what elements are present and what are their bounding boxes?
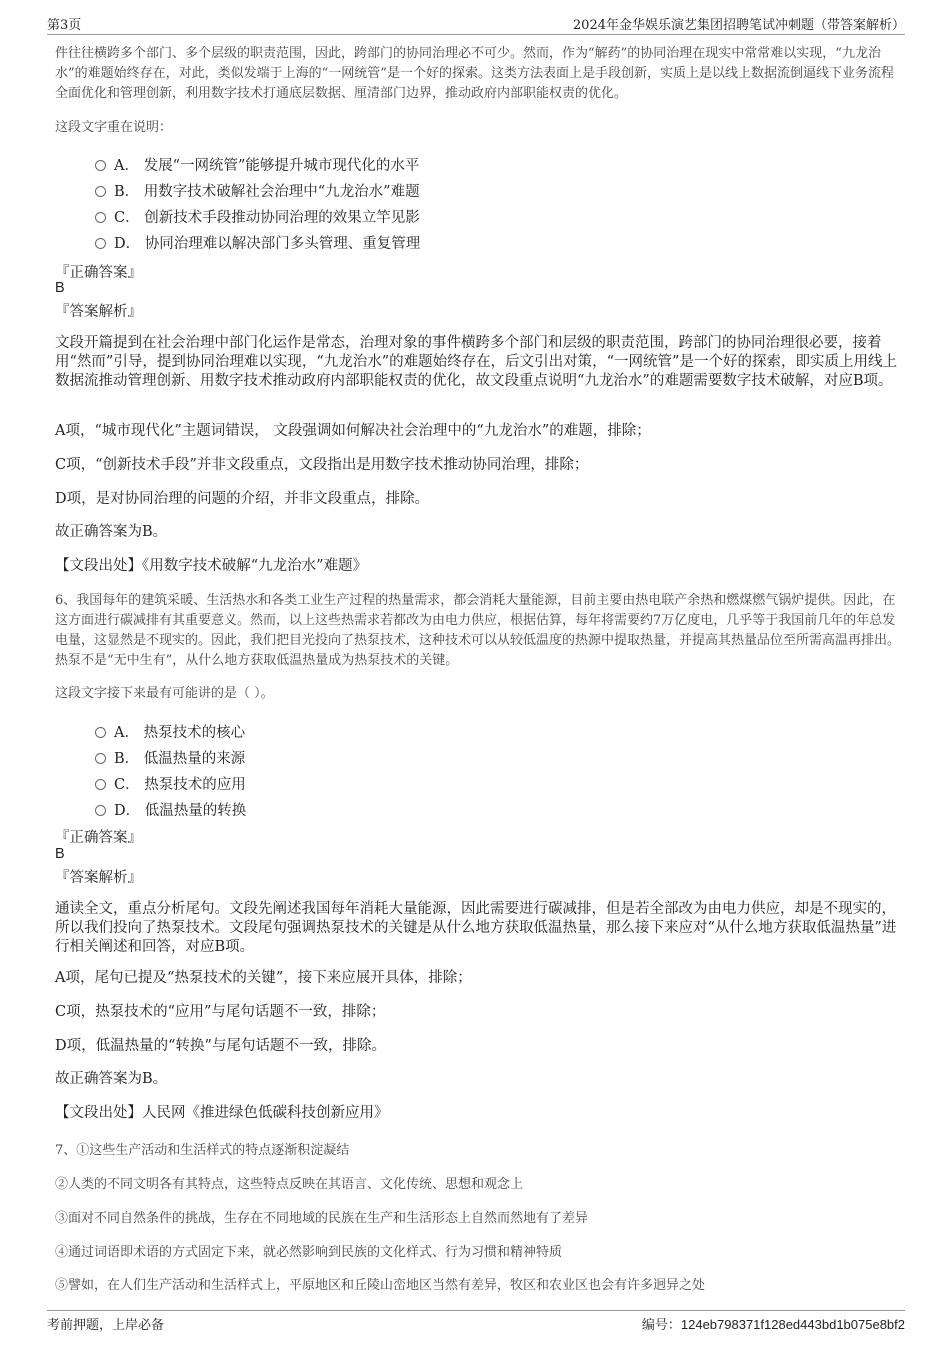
q6-source: 【文段出处】人民网《推进绿色低碳科技创新应用》 — [55, 1105, 389, 1121]
q5-option-b[interactable]: B． 用数字技术破解社会治理中“九龙治水”难题 — [95, 180, 420, 201]
q5-note-a: A项，“城市现代化”主题词错误， 文段强调如何解决社会治理中的“九龙治水”的难题，排除； — [55, 423, 651, 439]
q6-answer: B — [55, 846, 65, 862]
q6-analysis-label: 『答案解析』 — [55, 870, 142, 886]
radio-icon[interactable] — [95, 186, 106, 197]
radio-icon[interactable] — [95, 727, 106, 738]
q6-option-a[interactable]: A． 热泵技术的核心 — [95, 721, 245, 742]
q5-analysis-label: 『答案解析』 — [55, 304, 142, 320]
q6-option-c[interactable]: C． 热泵技术的应用 — [95, 773, 246, 794]
q5-answer: B — [55, 280, 65, 296]
q6-note-d: D项，低温热量的“转换”与尾句话题不一致，排除。 — [55, 1038, 386, 1054]
document-code: 编号：124eb798371f128ed443bd1b075e8bf2 — [641, 1317, 905, 1333]
header-divider — [47, 34, 905, 35]
q6-conclusion: 故正确答案为B。 — [55, 1071, 168, 1087]
radio-icon[interactable] — [95, 238, 106, 249]
q5-conclusion: 故正确答案为B。 — [55, 524, 168, 540]
document-title: 2024年金华娱乐演艺集团招聘笔试冲刺题（带答案解析） — [572, 18, 905, 33]
radio-icon[interactable] — [95, 779, 106, 790]
q5-option-d[interactable]: D． 协同治理难以解决部门多头管理、重复管理 — [95, 232, 420, 253]
footer-divider — [47, 1310, 905, 1311]
q6-stem: 这段文字接下来最有可能讲的是（ ）。 — [55, 686, 274, 701]
q5-passage: 件往往横跨多个部门、多个层级的职责范围，因此，跨部门的协同治理必不可少。然而，作为“解药”的协同治理在现实中常常难以实现，“九龙治水”的难题始终存在，对此，类似发端于上海的“一网统管”是一个好的探索。这类方法表面上是手段创新，实质上是以线上数据流倒逼线下业务流程全面优化和管理创新，利用数字技术打通底层数据、厘清部门边界，推动政府内部职能权责的优化。 — [55, 46, 894, 101]
page-number: 第3页 — [47, 18, 82, 33]
q7-line-1: 7、①这些生产活动和生活样式的特点逐渐积淀凝结 — [55, 1143, 350, 1158]
q7-line-4: ④通过词语即术语的方式固定下来，就必然影响到民族的文化样式、行为习惯和精神特质 — [55, 1245, 563, 1260]
q6-note-c: C项，热泵技术的“应用”与尾句话题不一致，排除； — [55, 1004, 386, 1020]
q7-line-3: ③面对不同自然条件的挑战，生存在不同地域的民族在生产和生活形态上自然而然地有了差异 — [55, 1211, 589, 1226]
q6-option-b[interactable]: B． 低温热量的来源 — [95, 747, 245, 768]
q5-option-c[interactable]: C． 创新技术手段推动协同治理的效果立竿见影 — [95, 206, 420, 227]
q7-line-2: ②人类的不同文明各有其特点，这些特点反映在其语言、文化传统、思想和观念上 — [55, 1177, 524, 1192]
q5-answer-label: 『正确答案』 — [55, 265, 142, 281]
radio-icon[interactable] — [95, 212, 106, 223]
q5-note-d: D项，是对协同治理的问题的介绍，并非文段重点，排除。 — [55, 491, 430, 507]
q5-source: 【文段出处】《用数字技术破解“九龙治水”难题》 — [55, 558, 368, 574]
q7-line-5: ⑤譬如，在人们生产活动和生活样式上，平原地区和丘陵山峦地区当然有差异，牧区和农业区也会有许多迥异之处 — [55, 1278, 706, 1293]
radio-icon[interactable] — [95, 160, 106, 171]
q6-option-d[interactable]: D． 低温热量的转换 — [95, 799, 246, 820]
q6-answer-label: 『正确答案』 — [55, 830, 142, 846]
q6-passage: 6、我国每年的建筑采暖、生活热水和各类工业生产过程的热量需求，都会消耗大量能源，目前主要由热电联产余热和燃煤燃气锅炉提供。因此，在这方面进行碳减排有其重要意义。然而，以上这些热需求若都改为由电力供应，根据估算，每年将需要约7万亿度电，几乎等于我国前几年的年总发电量，这显然是不现实的。因此，我们把目光投向了热泵技术，这种技术可以从较低温度的热源中提取热量，并提高其热量品位至所需高温再排出。热泵不是“无中生有”，从什么地方获取低温热量成为热泵技术的关键。 — [55, 593, 901, 668]
q6-analysis: 通读全文，重点分析尾句。文段先阐述我国每年消耗大量能源，因此需要进行碳减排，但是若全部改为由电力供应，却是不现实的，所以我们投向了热泵技术。文段尾句强调热泵技术的关键是从什么地方获取低温热量，那么接下来应对“从什么地方获取低温热量”进行相关阐述和回答，对应B项。 — [55, 901, 897, 955]
page-header — [0, 0, 950, 36]
q5-stem: 这段文字重在说明： — [55, 120, 173, 135]
radio-icon[interactable] — [95, 805, 106, 816]
q5-option-a[interactable]: A． 发展“一网统管”能够提升城市现代化的水平 — [95, 154, 419, 175]
radio-icon[interactable] — [95, 753, 106, 764]
q5-note-c: C项，“创新技术手段”并非文段重点，文段指出是用数字技术推动协同治理，排除； — [55, 457, 589, 473]
q5-analysis: 文段开篇提到在社会治理中部门化运作是常态，治理对象的事件横跨多个部门和层级的职责范围，跨部门的协同治理很必要，接着用“然而”引导，提到协同治理难以实现，“九龙治水”的难题始终存在，后文引出对策，“一网统管”是一个好的探索，即实质上用线上数据流推动管理创新、用数字技术推动政府内部职能权责的优化，故文段重点说明“九龙治水”的难题需要数字技术破解，对应B项。 — [55, 335, 897, 389]
footer-slogan: 考前押题，上岸必备 — [47, 1318, 165, 1333]
q6-note-a: A项，尾句已提及“热泵技术的关键”，接下来应展开具体，排除； — [55, 970, 472, 986]
